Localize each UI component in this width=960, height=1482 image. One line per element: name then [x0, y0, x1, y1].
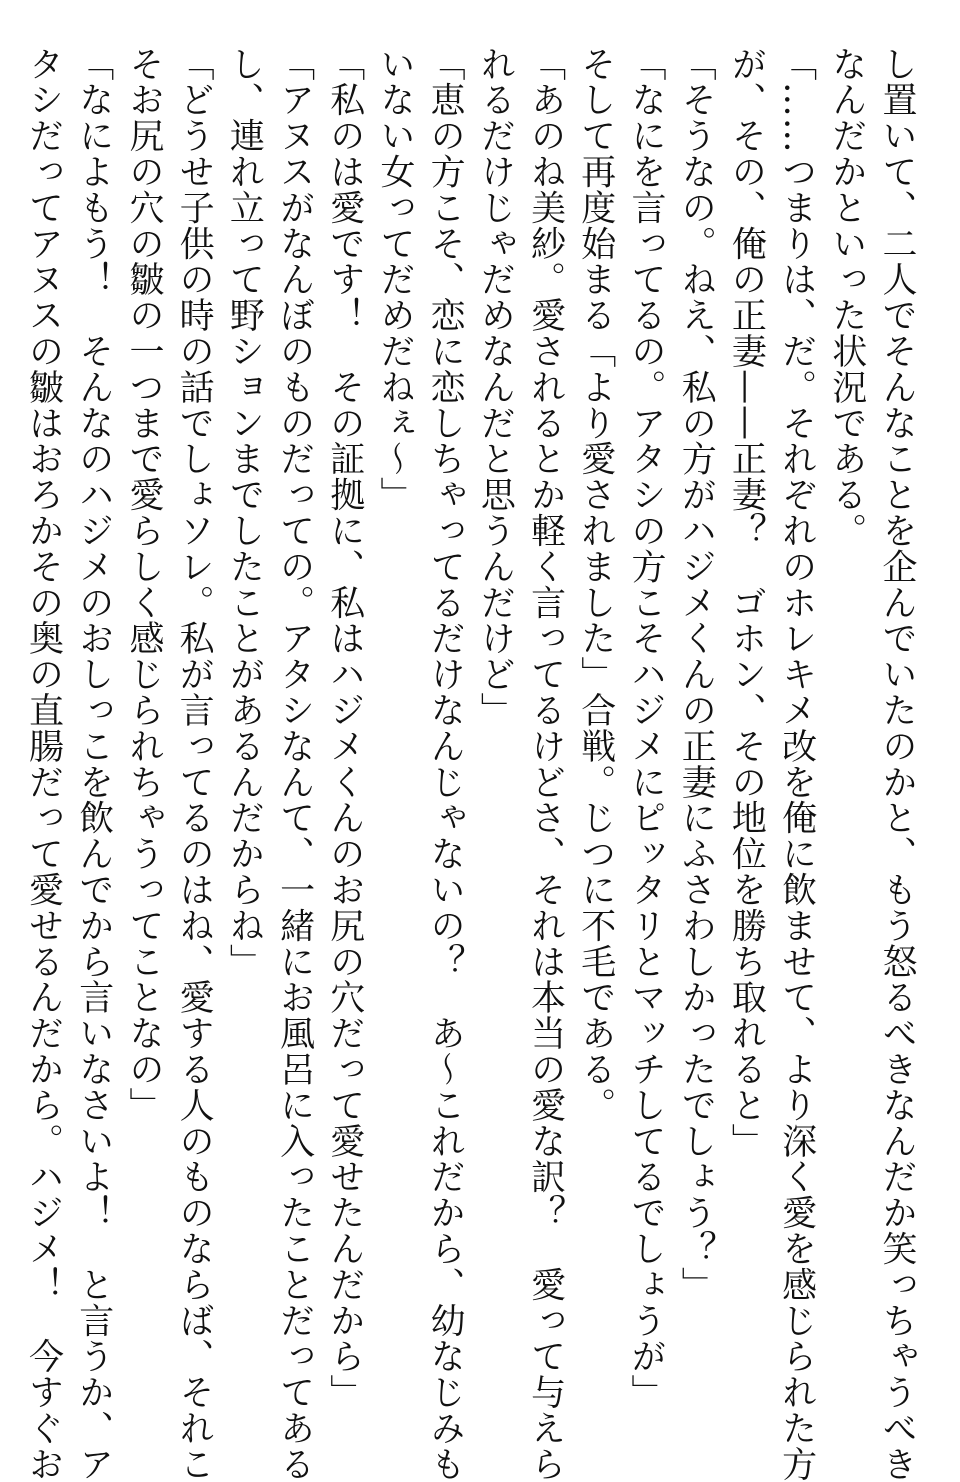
text-column: 「なによもう！ そんなのハジメのおしっこを飲んでから言いなさいよ！ と言うか、ア [73, 46, 114, 1482]
text-column: 「私のは愛です！ その証拠に、私はハジメくんのお尻の穴だって愛せたんだから」 [324, 46, 365, 1411]
text-column: 「そうなの。ねえ、私の方がハジメくんの正妻にふさわしかったでしょう？」 [676, 46, 717, 1303]
text-column: 「……つまりは、だ。それぞれのホレキメ改を俺に飲ませて、より深く愛を感じられた方 [776, 46, 817, 1482]
text-column: れるだけじゃだめなんだと思うんだけど」 [475, 46, 516, 729]
text-column: 「なにを言ってるの。アタシの方こそハジメにピッタリとマッチしてるでしょうが」 [625, 46, 666, 1411]
text-column: が、その、俺の正妻——正妻？ ゴホン、その地位を勝ち取れると」 [726, 46, 767, 1159]
text-column: し、連れ立って野ションまでしたことがあるんだからね」 [224, 46, 265, 980]
text-column: 「恵の方こそ、恋に恋しちゃってるだけなんじゃないの？ あ～これだから、幼なじみも [425, 46, 466, 1482]
text-column: 「あのね美紗。愛されるとか軽く言ってるけどさ、それは本当の愛な訳？ 愛って与えら [525, 46, 566, 1482]
text-column: 「どうせ子供の時の話でしょソレ。私が言ってるのはね、愛する人のものならば、それこ [174, 46, 215, 1482]
text-column: タシだってアヌスの皺はおろかその奥の直腸だって愛せるんだから。ハジメ！ 今すぐお [23, 46, 64, 1482]
text-column: 「アヌスがなんぼのものだっての。アタシなんて、一緒にお風呂に入ったことだってある [274, 46, 315, 1482]
text-column: し置いて、二人でそんなことを企んでいたのかと、もう怒るべきなんだか笑っちゃうべき [877, 46, 917, 1482]
text-column: なんだかといった状況である。 [826, 46, 867, 549]
text-column: そして再度始まる「より愛されました」合戦。じつに不毛である。 [575, 46, 616, 1123]
text-column: いない女ってだめだねぇ～」 [374, 46, 415, 513]
vertical-text-body [22, 46, 922, 1482]
text-column: そお尻の穴の皺の一つまで愛らしく感じられちゃうってことなの」 [123, 46, 164, 1123]
